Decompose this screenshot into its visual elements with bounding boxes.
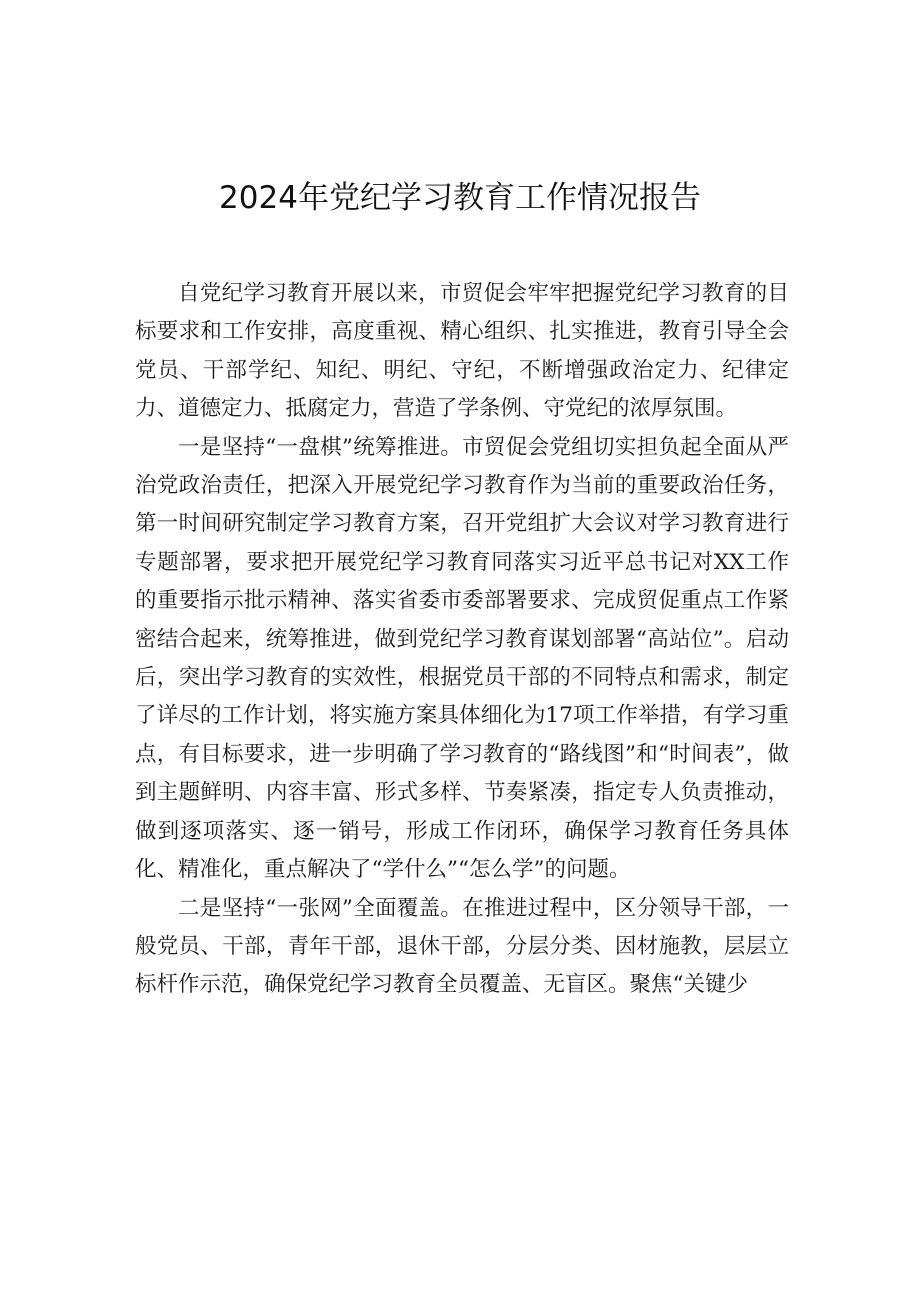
document-body [135, 275, 789, 1005]
paragraph-point-one: 一是坚持“一盘棋”统筹推进。市贸促会党组切实担负起全面从严治党政治责任，把深入开展党纪学习教育作为当前的重要政治任务，第一时间研究制定学习教育方案，召开党组扩大会议对学习教育进行专题部署，要求把开展党纪学习教育同落实习近平总书记对XX工作的重要指示批示精神、落实省委市委部署要求、完成贸促重点工作紧密结合起来，统筹推进，做到党纪学习教育谋划部署“高站位”。启动后，突出学习教育的实效性，根据党员干部的不同特点和需求，制定了详尽的工作计划，将实施方案具体细化为17项工作举措，有学习重点，有目标要求，进一步明确了学习教育的“路线图”和“时间表”，做到主题鲜明、内容丰富、形式多样、节奏紧凑，指定专人负责推动，做到逐项落实、逐一销号，形成工作闭环，确保学习教育任务具体化、精准化，重点解决了“学什么”“怎么学”的问题。 [135, 434, 790, 883]
paragraph-intro: 自党纪学习教育开展以来，市贸促会牢牢把握党纪学习教育的目标要求和工作安排，高度重视、精心组织、扎实推进，教育引导全会党员、干部学纪、知纪、明纪、守纪，不断增强政治定力、纪律定力、道德定力、抵腐定力，营造了学条例、守党纪的浓厚氛围。 [135, 281, 789, 422]
document-title: 2024年党纪学习教育工作情况报告 [219, 180, 701, 216]
paragraph-point-two: 二是坚持“一张网”全面覆盖。在推进过程中，区分领导干部，一般党员、干部，青年干部，退休干部，分层分类、因材施教，层层立标杆作示范，确保党纪学习教育全员覆盖、无盲区。聚焦“关键少 [135, 895, 789, 998]
